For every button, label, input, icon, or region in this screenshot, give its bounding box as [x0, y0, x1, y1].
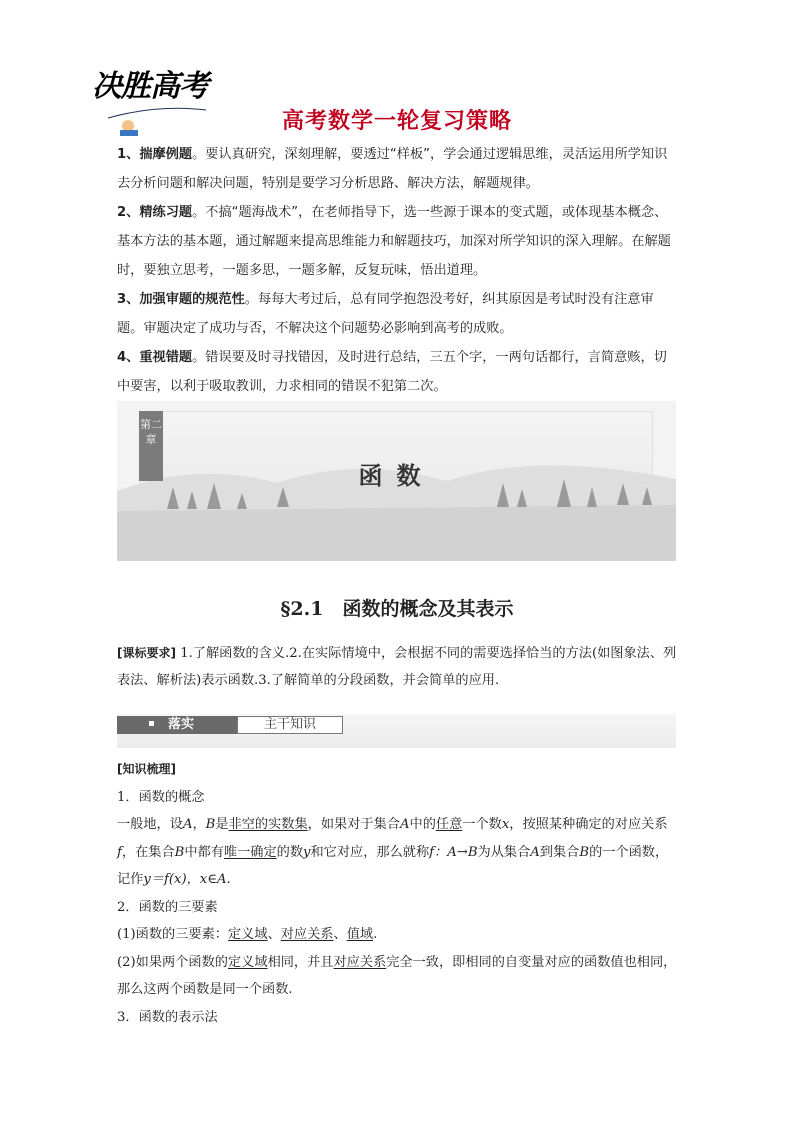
text-run: (2)如果两个函数的	[117, 954, 228, 970]
math-var: B	[579, 844, 590, 860]
underlined-term: 定义域	[228, 954, 268, 970]
strategy-tips	[117, 140, 677, 401]
math-var: y	[303, 844, 311, 860]
math-var: B	[205, 817, 216, 832]
text-run: 和它对应，那么就称	[310, 844, 430, 860]
text-run: 、	[333, 927, 347, 942]
section-title: §2.1 函数的概念及其表示	[280, 598, 514, 620]
bar-dark-text: 落实	[168, 717, 195, 732]
math-var: A	[182, 817, 193, 832]
math-expr: f：A→B	[429, 844, 478, 860]
text-run: 中都有	[184, 844, 224, 860]
text-run: 的数	[276, 844, 304, 860]
square-bullet-icon	[149, 721, 154, 726]
knowledge-section	[117, 756, 679, 1031]
text-run: (1)函数的三要素：	[117, 927, 228, 942]
tip-3-text: 。每每大考过后，总有同学抱怨没考好，纠其原因是考试时没有注意审题。审题决定了成功与否，不解决这个问题势必影响到高考的成败。	[117, 292, 654, 336]
underlined-term: 非空的实数集	[228, 817, 308, 832]
underlined-term: 唯一确定	[223, 844, 277, 860]
item-2-title: 2．函数的三要素	[117, 899, 218, 915]
text-run: 到集合	[539, 844, 580, 860]
underlined-term: 值域	[346, 927, 374, 942]
tip-3	[117, 285, 677, 343]
text-run: 一个数	[462, 817, 502, 832]
tip-4	[117, 343, 677, 401]
text-run: ，	[192, 817, 206, 832]
math-expr: y＝f(x)，x∈A.	[143, 872, 231, 887]
math-var: A	[530, 844, 540, 860]
text-run: 为从集合	[477, 844, 531, 860]
underlined-term: 定义域	[228, 927, 268, 942]
knowledge-heading: [知识梳理]	[117, 762, 176, 776]
text-run: 完全一致，即相同的自变量对应的函数值也相同，那么这两个函数是同一个函数.	[117, 954, 677, 997]
bar-dark-label	[117, 716, 237, 734]
math-var: B	[174, 844, 185, 860]
ground	[117, 505, 676, 561]
math-var: f	[117, 844, 122, 860]
underlined-term: 对应关系	[280, 927, 334, 942]
tip-2	[117, 198, 677, 285]
math-var: x	[501, 817, 510, 832]
tip-1-text: 。要认真研究，深刻理解，要透过“样板”，学会通过逻辑思维，灵活运用所学知识去分析问题和解决问题，特别是要学习分析思路、解决方法，解题规律。	[117, 147, 668, 191]
text-run: 相同，并且	[267, 954, 334, 970]
item-3-title: 3．函数的表示法	[117, 1009, 218, 1025]
item-2-point-1	[117, 921, 679, 949]
tip-1	[117, 140, 677, 198]
underlined-term: 对应关系	[333, 954, 387, 970]
curriculum-requirement	[117, 640, 677, 694]
tip-2-heading: 2、精练习题	[117, 205, 193, 220]
text-run: 一般地，设	[117, 817, 183, 832]
text-run: .	[373, 927, 378, 942]
requirement-tag: [课标要求]	[117, 646, 176, 660]
text-run: ，如果对于集合	[307, 817, 400, 832]
item-1-paragraph	[117, 811, 679, 894]
chapter-banner	[117, 401, 676, 561]
tip-2-text: 。不搞“题海战术”，在老师指导下，选一些源于课本的变式题，或体现基本概念、基本方法的基本题，通过解题来提高思维能力和解题技巧，加深对所学知识的深入理解。在解题时，要独立思考，一题多思，一题多解，反复玩味，悟出道理。	[117, 205, 671, 278]
tip-1-heading: 1、揣摩例题	[117, 147, 193, 162]
text-run: ，按照某种确定的对应关系	[509, 817, 668, 832]
logo-text: 决胜高考	[92, 69, 208, 104]
tip-3-heading: 3、加强审题的规范性	[117, 292, 245, 307]
chapter-title: 函数	[358, 461, 435, 490]
tip-4-heading: 4、重视错题	[117, 350, 193, 365]
section-bar	[117, 714, 676, 748]
text-run: 、	[267, 927, 281, 942]
main-title: 高考数学一轮复习策略	[281, 109, 512, 134]
text-run: 的一个函数，记作	[117, 844, 669, 887]
chapter-tab: 第二章	[139, 411, 163, 481]
bar-light-label: 主干知识	[237, 716, 343, 734]
underlined-term: 任意	[435, 817, 463, 832]
math-var: A	[399, 817, 410, 832]
item-1-title: 1．函数的概念	[117, 789, 205, 805]
text-run: ，在集合	[121, 844, 175, 860]
item-2-point-2	[117, 949, 679, 1004]
requirement-text: 1.了解函数的含义.2.在实际情境中，会根据不同的需要选择恰当的方法(如图象法、列表法、解析法)表示函数.3.了解简单的分段函数，并会简单的应用.	[117, 646, 677, 688]
tip-4-text: 。错误要及时寻找错因，及时进行总结，三五个字，一两句话都行，言简意赅，切中要害，以利于吸取教训，力求相同的错误不犯第二次。	[117, 350, 667, 394]
text-run: 中的	[409, 817, 436, 832]
text-run: 是	[215, 817, 229, 832]
